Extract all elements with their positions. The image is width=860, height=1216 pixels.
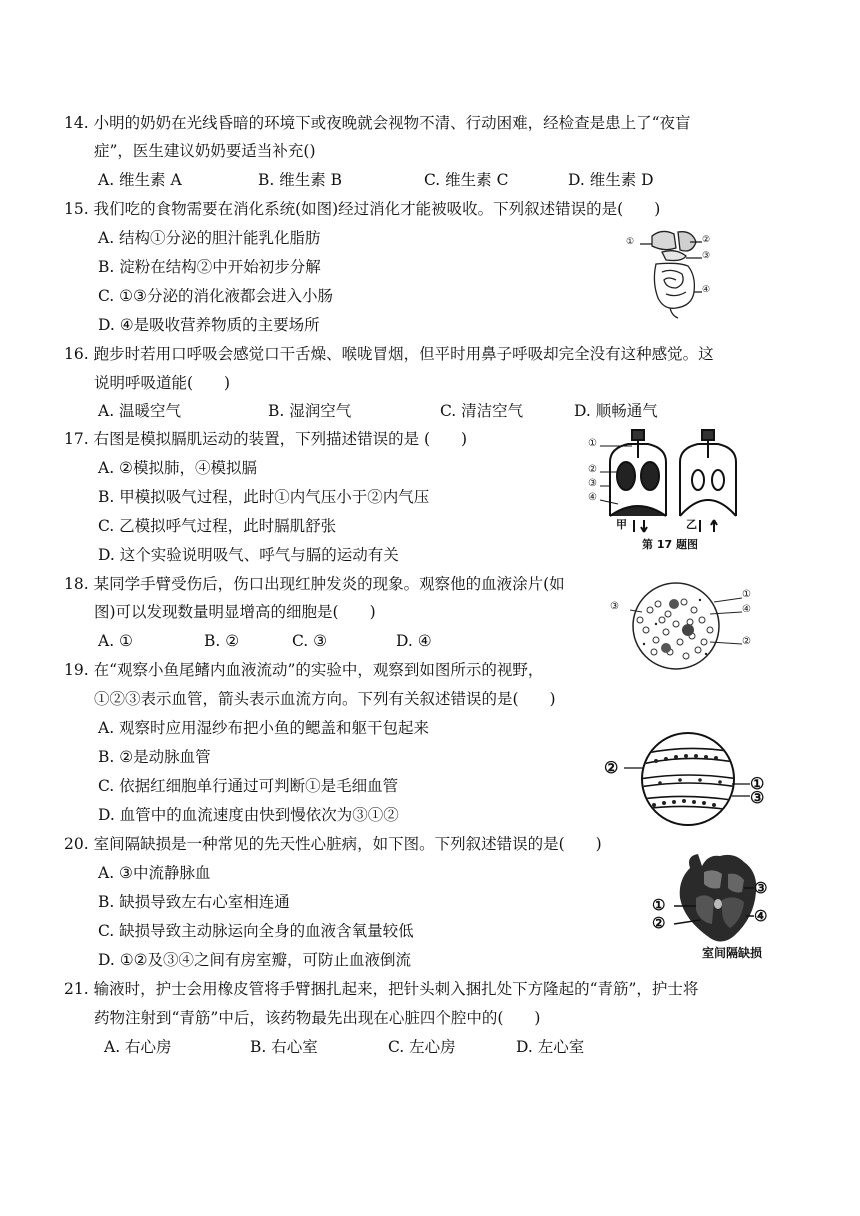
q21-option-d: D. 左心室 xyxy=(516,1038,585,1056)
q20-figure-label-4: ④ xyxy=(754,907,768,925)
q21-option-b: B. 右心室 xyxy=(250,1038,318,1056)
q17-stem: 17. 右图是模拟膈肌运动的装置，下列描述错误的是 ( ) xyxy=(64,430,468,448)
q19-option-d: D. 血管中的血流速度由快到慢依次为③①② xyxy=(98,806,399,824)
q20-figure-label-3: ③ xyxy=(754,879,768,897)
fish-tail-blood-flow-figure xyxy=(604,730,772,828)
q18-figure-label-2: ② xyxy=(742,636,751,647)
q18-option-c: C. ③ xyxy=(292,632,328,650)
q14-option-a: A. 维生素 A xyxy=(98,171,182,189)
q19-figure-label-2: ② xyxy=(604,758,619,777)
q20-stem: 20. 室间隔缺损是一种常见的先天性心脏病，如下图。下列叙述错误的是( ) xyxy=(64,835,602,853)
q15-option-d: D. ④是吸收营养物质的主要场所 xyxy=(98,316,320,334)
q21-stem-line2: 药物注射到“青筋”中后，该药物最先出现在心脏四个腔中的( ) xyxy=(94,1009,541,1027)
q16-option-b: B. 湿润空气 xyxy=(268,402,352,420)
digestive-system-figure xyxy=(626,222,726,322)
q18-stem-line1: 18. 某同学手臂受伤后，伤口出现红肿发炎的现象。观察他的血液涂片(如 xyxy=(64,575,565,593)
q21-stem-line1: 21. 输液时，护士会用橡皮管将手臂捆扎起来，把针头刺入捆扎处下方隆起的“青筋”，护士将 xyxy=(64,980,699,998)
q18-figure-label-4: ④ xyxy=(742,604,751,615)
q20-option-d: D. ①②及③④之间有房室瓣，可防止血液倒流 xyxy=(98,951,412,969)
q14-stem-line2: 症”，医生建议奶奶要适当补充() xyxy=(94,142,316,160)
q16-option-d: D. 顺畅通气 xyxy=(574,402,658,420)
q18-option-d: D. ④ xyxy=(396,632,432,650)
q20-option-b: B. 缺损导致左右心室相连通 xyxy=(98,893,290,911)
q18-figure-label-1: ① xyxy=(742,589,751,600)
q17-option-a: A. ②模拟肺，④模拟膈 xyxy=(98,459,257,477)
diaphragm-model-figure xyxy=(588,428,748,554)
q19-stem-line2: ①②③表示血管，箭头表示血流方向。下列有关叙述错误的是( ) xyxy=(94,690,556,708)
q16-stem-line1: 16. 跑步时若用口呼吸会感觉口干舌燥、喉咙冒烟，但平时用鼻子呼吸却完全没有这种感觉。这 xyxy=(64,345,714,363)
q19-option-c: C. 依据红细胞单行通过可判断①是毛细血管 xyxy=(98,777,399,795)
blood-smear-figure xyxy=(610,580,760,672)
q17-figure-yi-label: 乙 xyxy=(686,518,697,531)
q19-figure-label-1: ① xyxy=(750,774,765,793)
q14-stem-line1: 14. 小明的奶奶在光线昏暗的环境下或夜晚就会视物不清、行动困难，经检查是患上了“夜盲 xyxy=(64,114,691,132)
q19-figure-label-3: ③ xyxy=(750,788,765,807)
q15-figure-label-3: ③ xyxy=(702,251,711,261)
q16-option-c: C. 清洁空气 xyxy=(440,402,524,420)
q14-option-d: D. 维生素 D xyxy=(568,171,654,189)
q19-stem-line1: 19. 在“观察小鱼尾鳍内血液流动”的实验中，观察到如图所示的视野， xyxy=(64,661,544,679)
q15-figure-label-1: ① xyxy=(626,237,635,247)
q17-option-c: C. 乙模拟呼气过程，此时膈肌舒张 xyxy=(98,517,337,535)
q17-figure-caption: 第 17 题图 xyxy=(642,538,698,551)
q17-figure-label-2: ② xyxy=(588,464,597,475)
q18-stem-line2: 图)可以发现数量明显增高的细胞是( ) xyxy=(94,603,376,621)
q17-figure-label-4: ④ xyxy=(588,492,597,503)
q18-option-b: B. ② xyxy=(204,632,240,650)
q15-figure-label-4: ④ xyxy=(702,285,711,295)
q15-option-b: B. 淀粉在结构②中开始初步分解 xyxy=(98,258,321,276)
q18-option-a: A. ① xyxy=(98,632,133,650)
q21-option-a: A. 右心房 xyxy=(104,1038,172,1056)
q16-stem-line2: 说明呼吸道能( ) xyxy=(94,374,231,392)
q19-option-b: B. ②是动脉血管 xyxy=(98,748,211,766)
q17-figure-label-1: ① xyxy=(588,438,597,449)
q14-option-b: B. 维生素 B xyxy=(258,171,343,189)
q16-option-a: A. 温暖空气 xyxy=(98,402,182,420)
q20-option-c: C. 缺损导致主动脉运向全身的血液含氧量较低 xyxy=(98,922,414,940)
q17-option-d: D. 这个实验说明吸气、呼气与膈的运动有关 xyxy=(98,546,399,564)
ventricular-septal-defect-figure xyxy=(650,848,782,962)
q17-figure-jia-label: 甲 xyxy=(616,518,627,531)
q20-figure-caption: 室间隔缺损 xyxy=(702,946,763,960)
q19-option-a: A. 观察时应用湿纱布把小鱼的鳃盖和躯干包起来 xyxy=(98,719,430,737)
q20-figure-label-2: ② xyxy=(652,914,666,932)
q15-figure-label-2: ② xyxy=(702,235,711,245)
q17-figure-label-3: ③ xyxy=(588,478,597,489)
q18-figure-label-3: ③ xyxy=(610,601,619,612)
q17-option-b: B. 甲模拟吸气过程，此时①内气压小于②内气压 xyxy=(98,488,430,506)
q20-option-a: A. ③中流静脉血 xyxy=(98,864,211,882)
q14-option-c: C. 维生素 C xyxy=(424,171,509,189)
q20-figure-label-1: ① xyxy=(652,896,666,914)
q15-option-a: A. 结构①分泌的胆汁能乳化脂肪 xyxy=(98,229,321,247)
q15-stem: 15. 我们吃的食物需要在消化系统(如图)经过消化才能被吸收。下列叙述错误的是( ) xyxy=(64,200,661,218)
q21-option-c: C. 左心房 xyxy=(388,1038,456,1056)
q15-option-c: C. ①③分泌的消化液都会进入小肠 xyxy=(98,287,333,305)
